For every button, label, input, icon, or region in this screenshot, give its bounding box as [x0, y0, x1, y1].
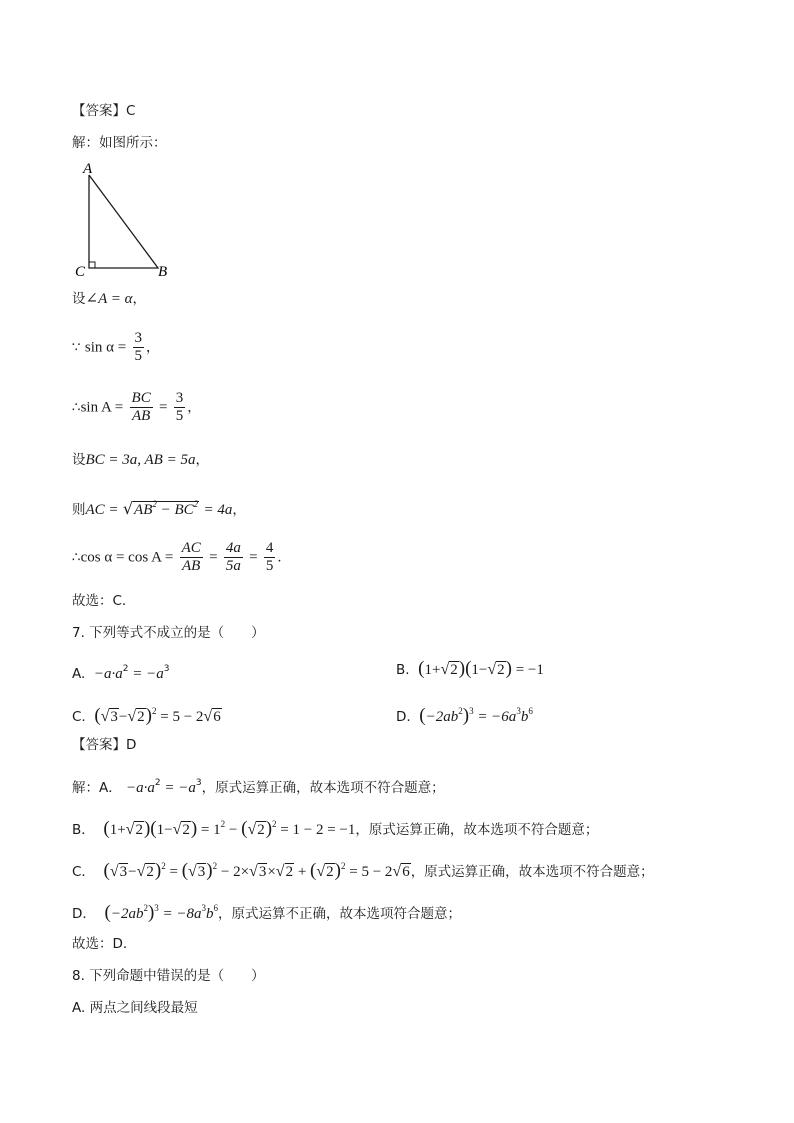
- sol2-d-line: D． $(-2ab^2)^3 = -8a^3b^6$，原式运算不正确，故本选项符合题意；: [72, 902, 462, 923]
- q7-option-d: D. $(-2ab^2)^3 = -6a^3b^6$: [396, 705, 533, 726]
- vertex-a-label: A: [83, 161, 93, 177]
- sol2-b-line: B． $(1+√2)(1-√2) = 1^2 - (√2)^2 = 1 - 2 = -1$，原式运算正确，故本选项不符合题意；: [72, 818, 599, 839]
- question-8-stem: 8. 下列命题中错误的是（ ）: [72, 968, 265, 984]
- let-sides-line: 设BC = 3a, AB = 5a，: [72, 452, 209, 468]
- vertex-b-label: B: [158, 264, 168, 280]
- question-7-stem: 7. 下列等式不成立的是（ ）: [72, 625, 265, 641]
- conclusion-2: 故选：D．: [72, 936, 137, 952]
- sin-alpha-line: ∵ sin α = $\frac{3}{5}$ ，: [72, 330, 160, 364]
- q7-option-b: B. (1+√2)(1−√2) = −1: [396, 658, 544, 679]
- q7-option-a: A. $-a\cdot a^2 = -a^3$: [72, 664, 170, 682]
- sinA-line: ∴sin A = $\frac{BC}{AB}$ = $\frac{3}{5}$ ，: [72, 390, 201, 424]
- fraction: $\frac{BC}{AB}$: [131, 390, 151, 424]
- vertex-c-label: C: [75, 264, 86, 280]
- answer-line-2: [72, 735, 136, 755]
- conclusion-1: 故选：C．: [72, 593, 136, 609]
- fraction: $\frac{4}{5}$: [265, 540, 274, 574]
- right-triangle-figure: [70, 158, 180, 282]
- sol2-a-line: 解：A． $-a\cdot a^2 = -a^3$，原式运算正确，故本选项不符合题意；: [72, 778, 445, 796]
- fraction: $\frac{AC}{AB}$: [181, 540, 201, 574]
- answer-label: 【答案】: [72, 737, 126, 753]
- let-angle-line: 设∠A = α，: [72, 291, 146, 307]
- answer-label: 【答案】: [72, 103, 126, 119]
- fraction: $\frac{4a}{5a}$: [225, 540, 241, 574]
- answer-value: C: [126, 103, 136, 119]
- sol2-c-line: C． $(√3-√2)^2 = (√3)^2 - 2\times√3\times√2 + (√2)^2 = 5 - 2√6$，原式运算正确，故本选项不符合题意；: [72, 860, 654, 881]
- q8-option-a: A. 两点之间线段最短: [72, 1000, 198, 1016]
- ac-line: 则AC = $√AB^2 - BC^2 = 4a$，: [72, 499, 246, 518]
- fraction: $\frac{3}{5}$: [175, 390, 184, 424]
- fraction: $\frac{3}{5}$: [134, 330, 143, 364]
- sqrt: $AB^2 - BC^2$: [134, 499, 199, 518]
- q7-option-c: C. $(√3-√2)^2 = 5 - 2√6$: [72, 705, 221, 726]
- solution-intro: 解：如图所示：: [72, 135, 167, 151]
- answer-value: D: [126, 737, 137, 753]
- answer-line: [72, 101, 135, 121]
- cos-line: ∴cos α = cos A = $\frac{AC}{AB}$ = $\frac{4a}{5a}$ = $\frac{4}{5}$ ．: [72, 540, 291, 574]
